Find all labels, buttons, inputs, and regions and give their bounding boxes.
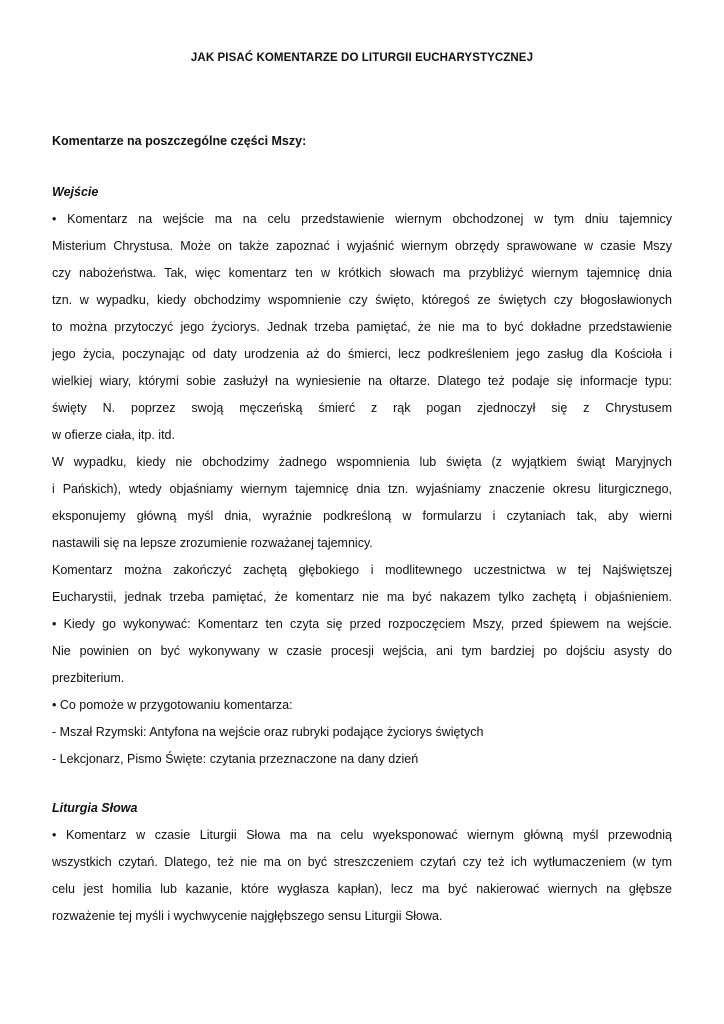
paragraph-line: prezbiterium.: [52, 671, 125, 685]
paragraph-line: święty N. poprzez swoją męczeńską śmierć z rąk pogan zjednoczył się z Chrystusem: [52, 401, 672, 415]
wejscie-heading: Wejście: [52, 185, 99, 199]
paragraph-line: nastawili się na lepsze zrozumienie rozważanej tajemnicy.: [52, 536, 373, 550]
paragraph-line: czy nabożeństwa. Tak, więc komentarz ten w krótkich słowach ma przybliżyć wiernym tajemnicę dnia: [52, 266, 672, 280]
paragraph-line: • Komentarz na wejście ma na celu przedstawienie wiernym obchodzonej w tym dniu tajemnicy: [52, 212, 672, 226]
paragraph-line: rozważenie tej myśli i wychwycenie najgłębszego sensu Liturgii Słowa.: [52, 909, 443, 923]
paragraph-line: i Pańskich), wtedy objaśniamy wiernym tajemnicę dnia tzn. wyjaśniamy znaczenie okresu liturgicznego,: [52, 482, 672, 496]
paragraph-line: jego życia, poczynając od daty urodzenia aż do śmierci, lecz podkreśleniem jego zasług dla Kościoła i: [52, 347, 672, 361]
paragraph-line: • Co pomoże w przygotowaniu komentarza:: [52, 698, 293, 712]
liturgia-slowa-section: [52, 795, 672, 930]
paragraph-line: Misterium Chrystusa. Może on także zapoznać i wyjaśnić wiernym obrzędy sprawowane w czasie Mszy: [52, 239, 672, 253]
paragraph-line: wielkiej wiary, którymi sobie zasłużył na wyniesienie na ołtarze. Dlatego też podaje się informacje typu:: [52, 374, 672, 388]
paragraph-line: Eucharystii, jednak trzeba pamiętać, że komentarz nie ma być nakazem tylko zachętą i objaśnieniem.: [52, 590, 672, 604]
paragraph-line: eksponujemy główną myśl dnia, wyraźnie podkreśloną w formularzu i czytaniach tak, aby wierni: [52, 509, 672, 523]
paragraph-line: to można przytoczyć jego życiorys. Jednak trzeba pamiętać, że nie ma to być dokładne przedstawienie: [52, 320, 672, 334]
paragraph-line: Nie powinien on być wykonywany w czasie procesji wejścia, ani tym bardziej po dojściu asysty do: [52, 644, 672, 658]
paragraph-line: W wypadku, kiedy nie obchodzimy żadnego wspomnienia lub święta (z wyjątkiem świąt Maryjnych: [52, 455, 672, 469]
paragraph-line: wszystkich czytań. Dlatego, też nie ma on być streszczeniem czytań czy też ich wytłumaczeniem (w tym: [52, 855, 672, 869]
liturgia-slowa-heading: Liturgia Słowa: [52, 801, 138, 815]
paragraph-line: w ofierze ciała, itp. itd.: [52, 428, 175, 442]
paragraph-line: • Kiedy go wykonywać: Komentarz ten czyta się przed rozpoczęciem Mszy, przed śpiewem na wejście.: [52, 617, 672, 631]
wejscie-section: [52, 179, 672, 773]
paragraph-line: - Mszał Rzymski: Antyfona na wejście oraz rubryki podające życiorys świętych: [52, 725, 484, 739]
document-title: JAK PISAĆ KOMENTARZE DO LITURGII EUCHARYSTYCZNEJ: [190, 52, 534, 64]
paragraph-line: celu jest homilia lub kazanie, które wygłasza kapłan), lecz ma być nakierować wiernych na głębsze: [52, 882, 672, 896]
paragraph-line: • Komentarz w czasie Liturgii Słowa ma na celu wyeksponować wiernym główną myśl przewodnią: [52, 828, 672, 842]
section-heading: Komentarze na poszczególne części Mszy:: [52, 134, 307, 148]
paragraph-line: - Lekcjonarz, Pismo Święte: czytania przeznaczone na dany dzień: [52, 752, 419, 766]
paragraph-line: tzn. w wypadku, kiedy obchodzimy wspomnienie czy święto, któregoś ze świętych czy błogosławionych: [52, 293, 672, 307]
paragraph-line: Komentarz można zakończyć zachętą głębokiego i modlitewnego uczestnictwa w tej Najświętszej: [52, 563, 672, 577]
